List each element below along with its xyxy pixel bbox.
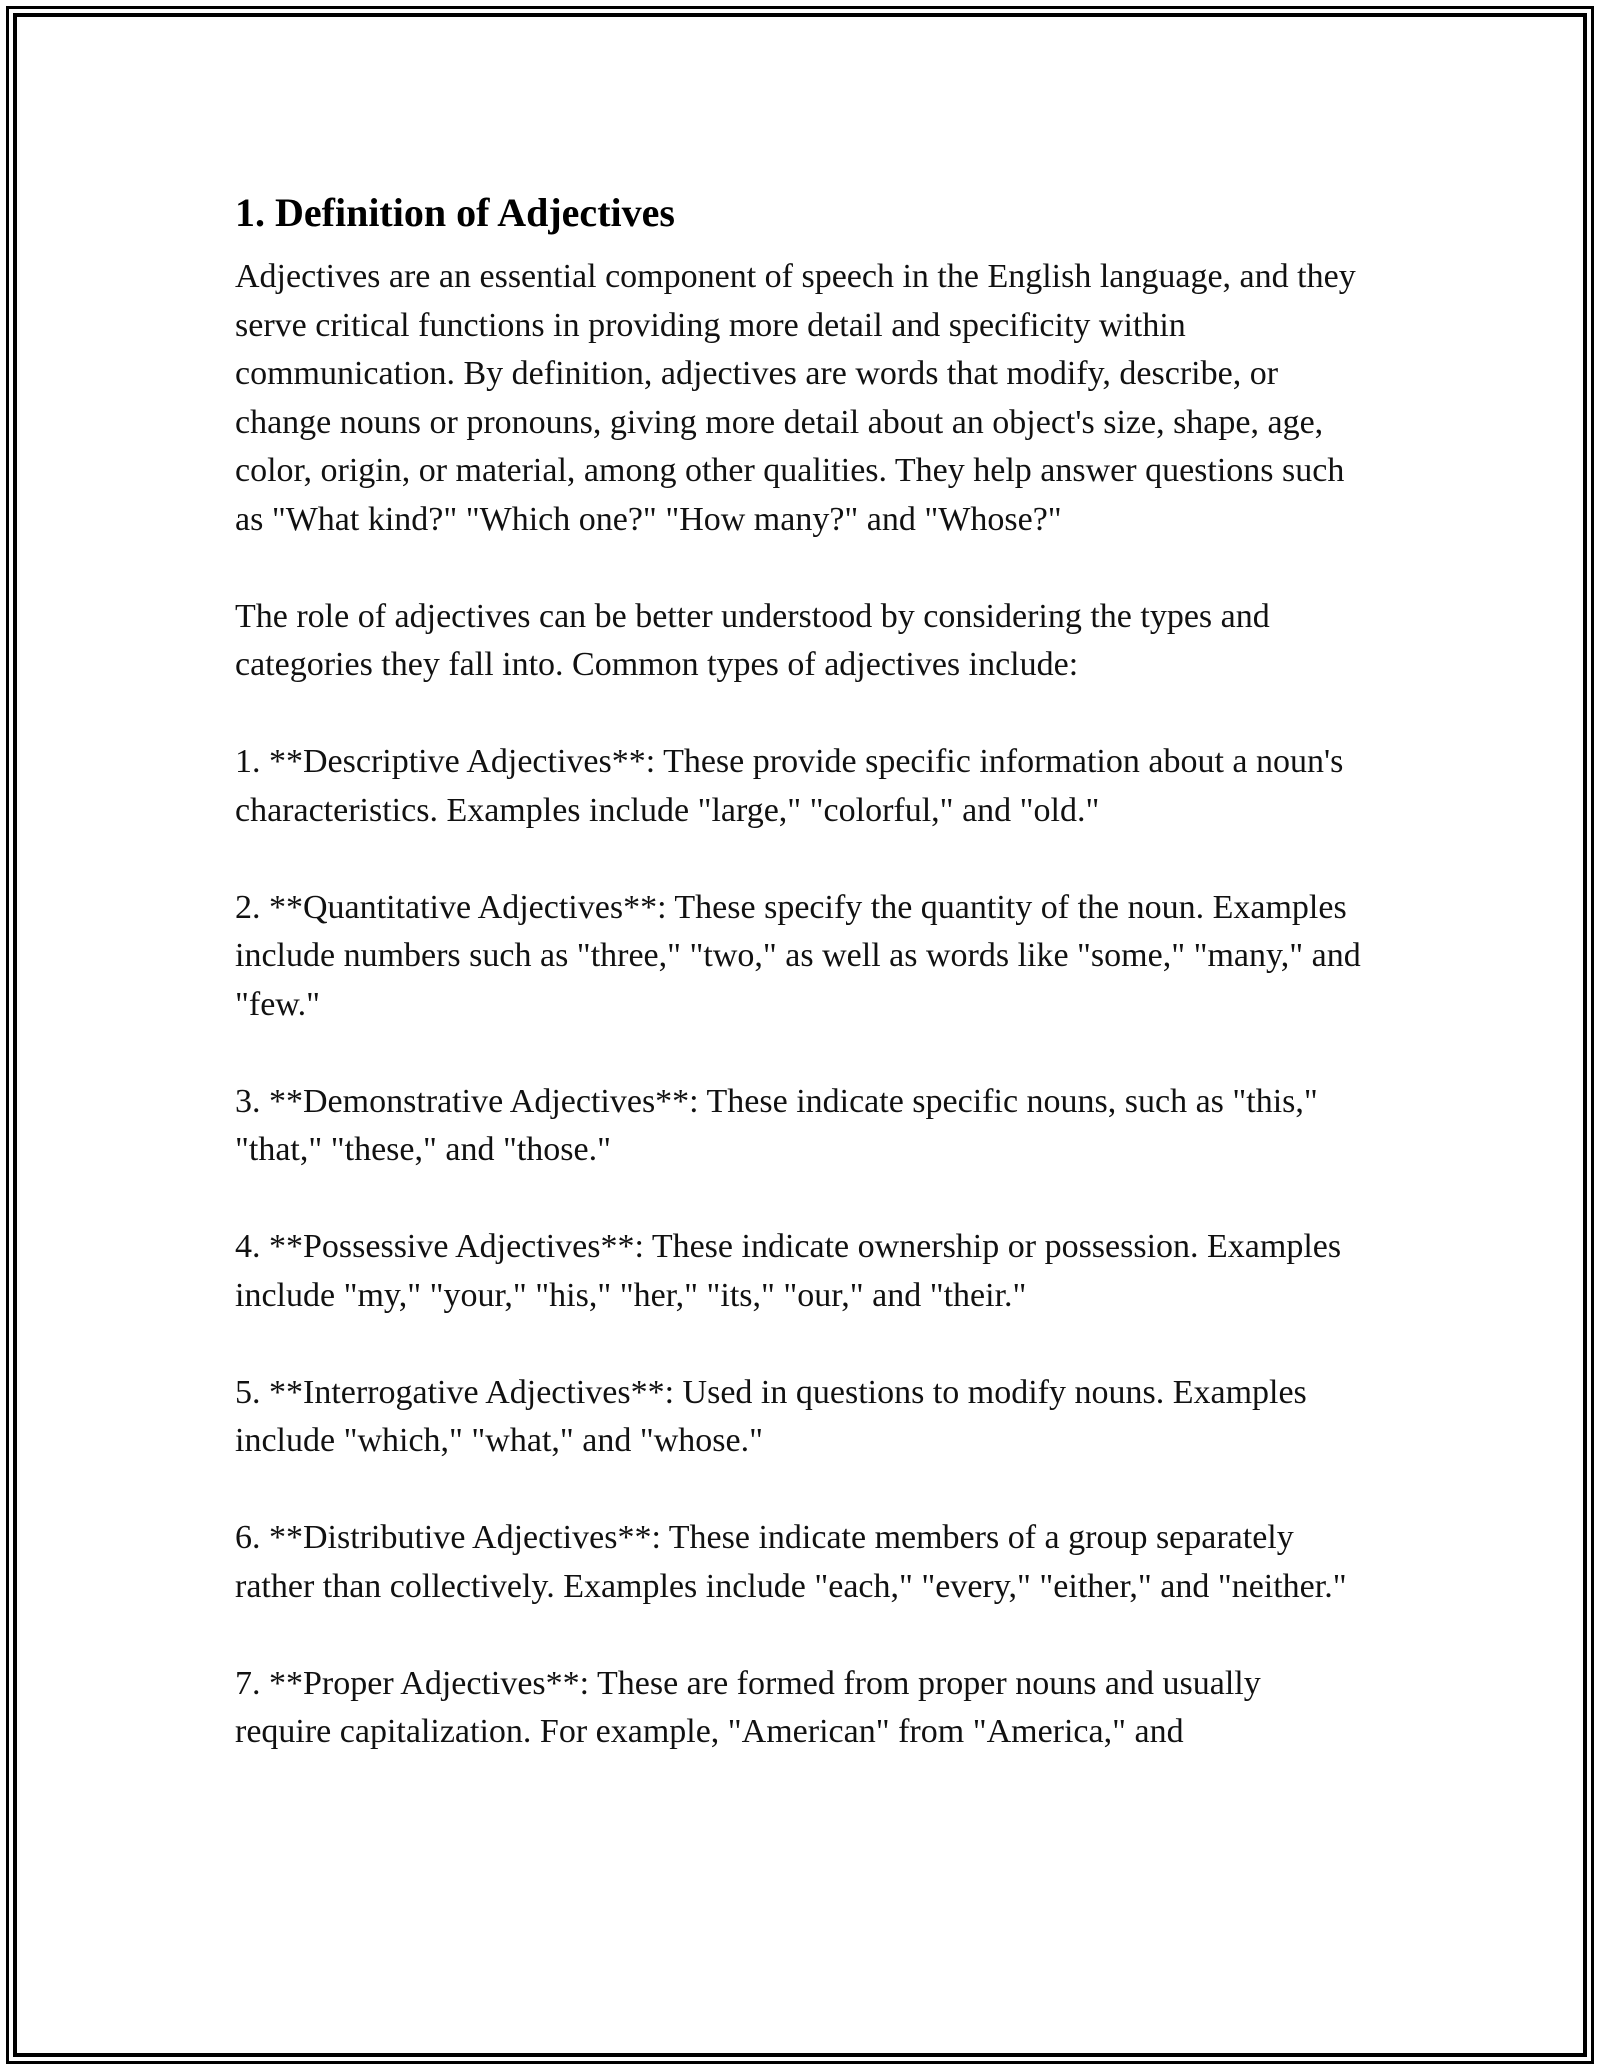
list-item-quantitative: 2. **Quantitative Adjectives**: These specify the quantity of the noun. Examples include numbers such as "three," "two," as well as words like "some," "many," and "few." (235, 888, 1361, 1023)
list-item-descriptive: 1. **Descriptive Adjectives**: These provide specific information about a noun's characteristics. Examples include "large," "colorful," and "old." (235, 743, 1344, 829)
list-item-interrogative: 5. **Interrogative Adjectives**: Used in questions to modify nouns. Examples include "which," "what," and "whose." (235, 1373, 1307, 1459)
paragraph-types-intro: The role of adjectives can be better understood by considering the types and categories they fall into. Common types of adjectives include: (235, 597, 1270, 683)
list-item-proper: 7. **Proper Adjectives**: These are formed from proper nouns and usually require capitalization. For example, "American" from "America," and (235, 1664, 1261, 1750)
list-item-possessive: 4. **Possessive Adjectives**: These indicate ownership or possession. Examples include "my," "your," "his," "her," "its," "our," and "their." (235, 1228, 1342, 1314)
document-body (235, 185, 1365, 1805)
section-heading: 1. Definition of Adjectives (235, 190, 675, 235)
list-item-demonstrative: 3. **Demonstrative Adjectives**: These indicate specific nouns, such as "this," "that," "these," and "those." (235, 1082, 1318, 1168)
paragraph-intro: Adjectives are an essential component of speech in the English language, and they serve critical functions in providing more detail and specificity within communication. By definition, adjectives are words that modify, describe, or change nouns or pronouns, giving more detail about an object's size, shape, age, color, origin, or material, among other qualities. They help answer questions such as "What kind?" "Which one?" "How many?" and "Whose?" (235, 258, 1356, 538)
list-item-distributive: 6. **Distributive Adjectives**: These indicate members of a group separately rather than collectively. Examples include "each," "every," "either," and "neither." (235, 1519, 1347, 1605)
